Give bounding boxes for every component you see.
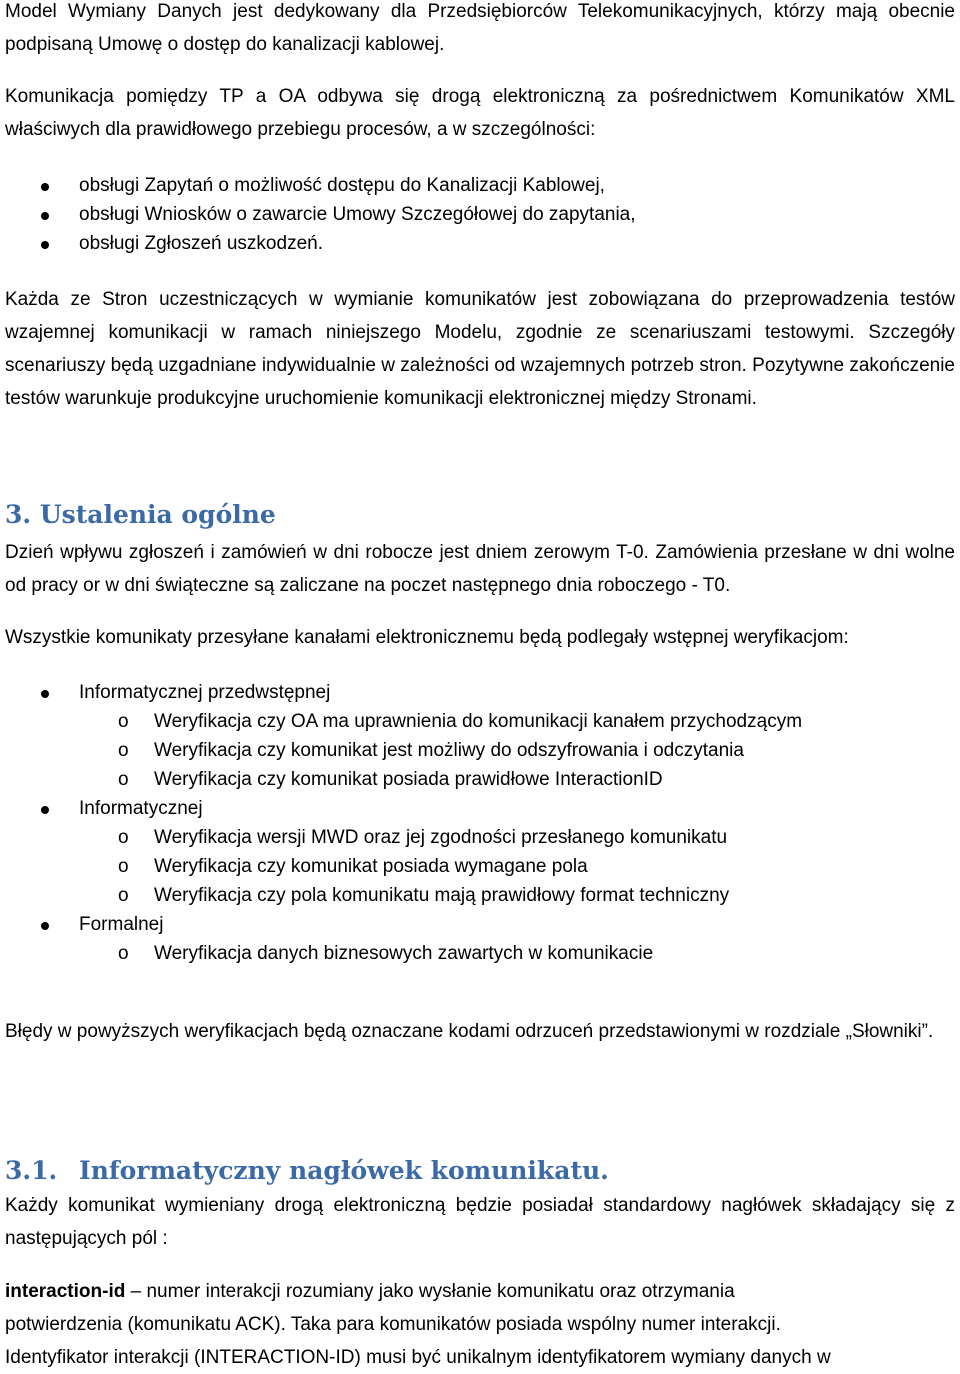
section-number: 3.1.: [5, 1156, 58, 1185]
list-item: o Weryfikacja wersji MWD oraz jej zgodności przesłanego komunikatu: [0, 823, 802, 852]
bullet-icon: [41, 690, 49, 698]
section-heading-3-1: [0, 1154, 609, 1188]
verification-sublist: [0, 707, 802, 794]
list-item: obsługi Wniosków o zawarcie Umowy Szczegółowej do zapytania,: [0, 200, 636, 229]
bullet-icon: [41, 241, 49, 249]
section-number: 3.: [5, 500, 32, 529]
verification-sublist: [0, 823, 802, 910]
section-title: Informatyczny nagłówek komunikatu.: [79, 1156, 609, 1185]
list-item: o Weryfikacja czy pola komunikatu mają prawidłowy format techniczny: [0, 881, 802, 910]
sub-bullet-icon: o: [118, 827, 129, 848]
bullet-icon: [41, 212, 49, 220]
term-name: interaction-id: [5, 1281, 126, 1302]
bullet-icon: [41, 806, 49, 814]
intro-paragraph-1: Model Wymiany Danych jest dedykowany dla Przedsiębiorców Telekomunikacyjnych, którzy mają obecnie podpisaną Umowę o dostęp do kanalizacji kablowej.: [5, 1, 955, 55]
bullet-icon: [41, 183, 49, 191]
term-definition-line-3: Identyfikator interakcji (INTERACTION-ID) musi być unikalnym identyfikatorem wymiany danych w: [5, 1347, 831, 1368]
term-definition-line-1: interaction-id – numer interakcji rozumiany jako wysłanie komunikatu oraz otrzymania: [5, 1281, 735, 1302]
verification-category: Informatycznej o Weryfikacja wersji MWD oraz jej zgodności przesłanego komunikatu o Weryfikacja czy komunikat posiada wymagane pola o Weryfikacja czy pola komunikatu mają prawidłowy format techniczny: [0, 794, 802, 910]
verification-category: Formalnej o Weryfikacja danych biznesowych zawartych w komunikacie: [0, 910, 802, 968]
list-item: o Weryfikacja danych biznesowych zawartych w komunikacie: [0, 939, 802, 968]
list-item: o Weryfikacja czy OA ma uprawnienia do komunikacji kanałem przychodzącym: [0, 707, 802, 736]
sub-bullet-icon: o: [118, 943, 129, 964]
section3-paragraph-1: Dzień wpływu zgłoszeń i zamówień w dni robocze jest dniem zerowym T-0. Zamówienia przesłane w dni wolne od pracy or w dni świąteczne są zaliczane na poczet następnego dnia roboczego - T0.: [5, 542, 955, 596]
section-heading-3: [0, 498, 276, 532]
intro-paragraph-3: Każda ze Stron uczestniczących w wymianie komunikatów jest zobowiązana do przeprowadzenia testów wzajemnej komunikacji w ramach niniejszego Modelu, zgodnie ze scenariuszami testowymi. Szczegóły scenariuszy będą uzgadniane indywidualnie w zależności od wzajemnych potrzeb stron. Pozytywne zakończenie testów warunkuje produkcyjne uruchomienie komunikacji elektronicznej między Stronami.: [5, 289, 955, 409]
intro-paragraph-2: Komunikacja pomiędzy TP a OA odbywa się drogą elektroniczną za pośrednictwem Komunikatów XML właściwych dla prawidłowego przebiegu procesów, a w szczególności:: [5, 86, 955, 140]
term-definition-line-2: potwierdzenia (komunikatu ACK). Taka para komunikatów posiada wspólny numer interakcji.: [5, 1314, 781, 1335]
section3-paragraph-3: Błędy w powyższych weryfikacjach będą oznaczane kodami odrzuceń przedstawionymi w rozdziale „Słowniki”.: [5, 1021, 934, 1042]
sub-bullet-icon: o: [118, 856, 129, 877]
intro-bullet-list: [0, 171, 636, 258]
list-item: o Weryfikacja czy komunikat posiada wymagane pola: [0, 852, 802, 881]
sub-bullet-icon: o: [118, 769, 129, 790]
verification-sublist: [0, 939, 802, 968]
section31-paragraph-1: Każdy komunikat wymieniany drogą elektroniczną będzie posiadał standardowy nagłówek składający się z następujących pól :: [5, 1195, 955, 1249]
list-item: obsługi Zgłoszeń uszkodzeń.: [0, 229, 636, 258]
section-title: Ustalenia ogólne: [39, 500, 276, 529]
list-item: o Weryfikacja czy komunikat posiada prawidłowe InteractionID: [0, 765, 802, 794]
sub-bullet-icon: o: [118, 711, 129, 732]
sub-bullet-icon: o: [118, 740, 129, 761]
sub-bullet-icon: o: [118, 885, 129, 906]
list-item: obsługi Zapytań o możliwość dostępu do Kanalizacji Kablowej,: [0, 171, 636, 200]
section3-paragraph-2: Wszystkie komunikaty przesyłane kanałami elektronicznemu będą podlegały wstępnej weryfikacjom:: [5, 627, 849, 648]
verification-list: [0, 678, 802, 968]
bullet-icon: [41, 922, 49, 930]
verification-category: Informatycznej przedwstępnej o Weryfikacja czy OA ma uprawnienia do komunikacji kanałem przychodzącym o Weryfikacja czy komunikat jest możliwy do odszyfrowania i odczytania o Weryfikacja czy komunikat posiada prawidłowe InteractionID: [0, 678, 802, 794]
list-item: o Weryfikacja czy komunikat jest możliwy do odszyfrowania i odczytania: [0, 736, 802, 765]
